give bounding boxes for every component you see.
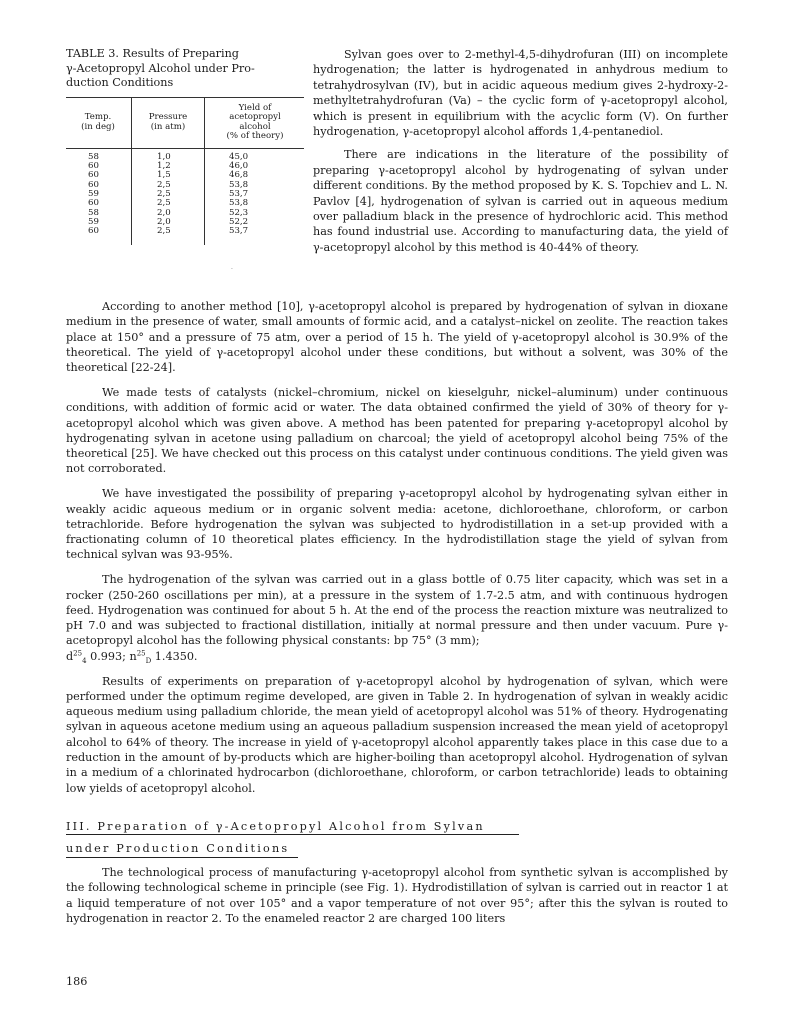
heading-underline	[66, 834, 519, 835]
column-yield	[204, 149, 304, 245]
table-cell-yield: 53,7	[229, 188, 249, 199]
subscript: 4	[82, 656, 87, 665]
table-cell-temp: 60	[88, 161, 99, 172]
table-cell-pressure: 1,5	[157, 170, 171, 181]
header-pressure	[131, 98, 204, 148]
table-cell-yield: 52,2	[229, 216, 249, 227]
paragraph-text: The hydrogenation of the sylvan was carried out in a glass bottle of 0.75 liter capacity, which was set in a rocker (250-260 oscillations per min), at a pressure in the system of 1.7-2.5 atm, and with continuous hydrogen feed. Hydrogenation was continued for about 5 h. At the end of the process the reaction mixture was neutralized to pH 7.0 and was subjected to fractional distillation, initially at normal pressure and then under vacuum. Pure γ-acetopropyl alcohol has the following physical constants: bp 75° (3 mm);	[66, 573, 728, 648]
final-text	[66, 865, 728, 926]
table-cell-yield: 46,8	[229, 170, 249, 181]
table-cell-yield: 46,0	[229, 161, 249, 172]
subscript: D	[145, 656, 152, 665]
heading-underline	[66, 857, 298, 858]
table-cell-temp: 60	[88, 170, 99, 181]
table-cell-yield: 53,8	[229, 179, 249, 190]
header-text: (% of theory)	[226, 131, 284, 142]
table-3	[66, 47, 304, 245]
table-cell-pressure: 2,0	[157, 207, 171, 218]
table-cell-temp: 60	[88, 198, 99, 209]
table-cell-yield: 52,3	[229, 207, 249, 218]
density-value: 0.993; n	[86, 649, 137, 663]
table-cell-temp: 59	[88, 216, 99, 227]
paragraph: Sylvan goes over to 2-methyl-4,5-dihydrofuran (III) on incomplete hydrogenation; the latter is hydrogenated in anhydrous medium to tetrahydrosylvan (IV), but in acidic aqueous medium gives 2-hydroxy-2-methyltetrahydrofuran (Va) – the cyclic form of γ-acetopropyl alcohol, which is present in equilibrium with the acyclic form (V). On further hydrogenation, γ-acetopropyl alcohol affords 1,4-pentanediol.	[313, 48, 728, 139]
paragraph: According to another method [10], γ-acetopropyl alcohol is prepared by hydrogenation of sylvan in dioxane medium in the presence of water, small amounts of formic acid, and a catalyst–nickel on zeolite. The reaction takes place at 150° and a pressure of 75 atm, over a period of 15 h. The yield of γ-acetopropyl alcohol is 30.9% of the theoretical. The yield of γ-acetopropyl alcohol under these conditions, but without a solvent, was 30% of the theoretical [22-24].	[66, 300, 728, 375]
header-yield	[204, 98, 305, 148]
table-cell-temp: 60	[88, 179, 99, 190]
paragraph: We have investigated the possibility of preparing γ-acetopropyl alcohol by hydrogenating sylvan either in weakly acidic aqueous medium or in organic solvent media: acetone, dichloroethane, chloroform, or carbon tetrachloride. Before hydrogenation the sylvan was subjected to hydrodistillation in a set-up provided with a fractionating column of 10 theoretical plates efficiency. In the hydrodistillation stage the yield of sylvan from technical sylvan was 93-95%.	[66, 487, 728, 562]
header-text: acetopropyl	[229, 112, 281, 123]
paragraph: The technological process of manufacturing γ-acetopropyl alcohol from synthetic sylvan is accomplished by the following technological scheme in principle (see Fig. 1). Hydrodistillation of sylvan is carried out in reactor 1 at a liquid temperature of not over 105° and a vapor temperature of not over 95°; after this the sylvan is routed to hydrogenation in reactor 2. To the enameled reactor 2 are charged 100 liters	[66, 866, 728, 925]
table-cell-yield: 53,7	[229, 226, 249, 237]
column-pressure	[131, 149, 203, 245]
table-header	[66, 98, 304, 148]
section-heading: III. Preparation of γ-Acetopropyl Alcohol from Sylvan	[66, 820, 485, 833]
refractive-index-value: 1.4350.	[151, 649, 198, 663]
header-text: (in atm)	[150, 121, 186, 132]
table-cell-pressure: 2,5	[157, 179, 171, 190]
table-body	[66, 149, 304, 245]
header-text: alcohol	[239, 121, 271, 132]
table-cell-yield: 53,8	[229, 198, 249, 209]
table-cell-pressure: 1,2	[157, 161, 171, 172]
paragraph: Results of experiments on preparation of γ-acetopropyl alcohol by hydrogenation of sylvan, which were performed under the optimum regime developed, are given in Table 2. In hydrogenation of sylvan in weakly acidic aqueous medium using palladium chloride, the mean yield of acetopropyl alcohol was 51% of theory. Hydrogenating sylvan in aqueous acetone medium using an aqueous palladium suspension increased the mean yield of acetopropyl alcohol to 64% of theory. The increase in yield of γ-acetopropyl alcohol apparently takes place in this case due to a reduction in the amount of by-products which are higher-boiling than acetopropyl alcohol. Hydrogenation of sylvan in a medium of a chlorinated hydrocarbon (dichloroethane, chloroform, or carbon tetrachloride) leads to obtaining low yields of acetopropyl alcohol.	[66, 674, 728, 795]
superscript: 25	[136, 649, 146, 657]
stray-mark: ·	[231, 266, 233, 273]
column-temp	[88, 149, 128, 245]
body-text	[66, 299, 728, 805]
table-caption	[66, 47, 304, 91]
table-caption-line: duction Conditions	[66, 76, 174, 90]
table-cell-yield: 45,0	[229, 151, 249, 162]
header-text: (in deg)	[81, 121, 115, 132]
table-cell-temp: 59	[88, 188, 99, 199]
table-cell-pressure: 2,5	[157, 226, 171, 237]
paragraph: We made tests of catalysts (nickel–chromium, nickel on kieselguhr, nickel–aluminum) under continuous conditions, with addition of formic acid or water. The data obtained confirmed the yield of 30% of theory for γ-acetopropyl alcohol which was given above. A method has been patented for preparing γ-acetopropyl alcohol by hydrogenating sylvan in acetone using palladium on charcoal; the yield of acetopropyl alcohol being 75% of the theoretical [25]. We have checked out this process on this catalyst under continuous conditions. The yield given was not corroborated.	[66, 385, 728, 476]
table-cell-pressure: 1,0	[157, 151, 171, 162]
table-cell-pressure: 2,0	[157, 216, 171, 227]
right-column	[313, 47, 728, 255]
paragraph: There are indications in the literature of the possibility of preparing γ-acetopropyl alcohol by hydrogenating of sylvan under different conditions. By the method proposed by K. S. Topchiev and L. N. Pavlov [4], hydrogenation of sylvan is carried out in aqueous medium over palladium black in the presence of hydrochloric acid. This method has found industrial use. According to manufacturing data, the yield of γ-acetopropyl alcohol by this method is 40-44% of theory.	[313, 148, 728, 254]
page-number: 186	[66, 975, 88, 988]
table-caption-line: γ-Acetopropyl Alcohol under Pro-	[66, 61, 255, 75]
header-temp	[66, 98, 130, 148]
table-cell-temp: 58	[88, 207, 99, 218]
header-text: Pressure	[148, 112, 188, 123]
table-cell-pressure: 2,5	[157, 198, 171, 209]
paragraph	[66, 572, 728, 664]
header-text: Temp.	[84, 112, 112, 123]
superscript: 25	[73, 649, 83, 657]
section-heading: under Production Conditions	[66, 842, 290, 855]
table-cell-pressure: 2,5	[157, 188, 171, 199]
table-cell-temp: 58	[88, 151, 99, 162]
header-text: Yield of	[238, 102, 272, 113]
table-caption-line: TABLE 3. Results of Preparing	[66, 47, 239, 60]
density-symbol: d	[66, 649, 74, 663]
table-cell-temp: 60	[88, 226, 99, 237]
